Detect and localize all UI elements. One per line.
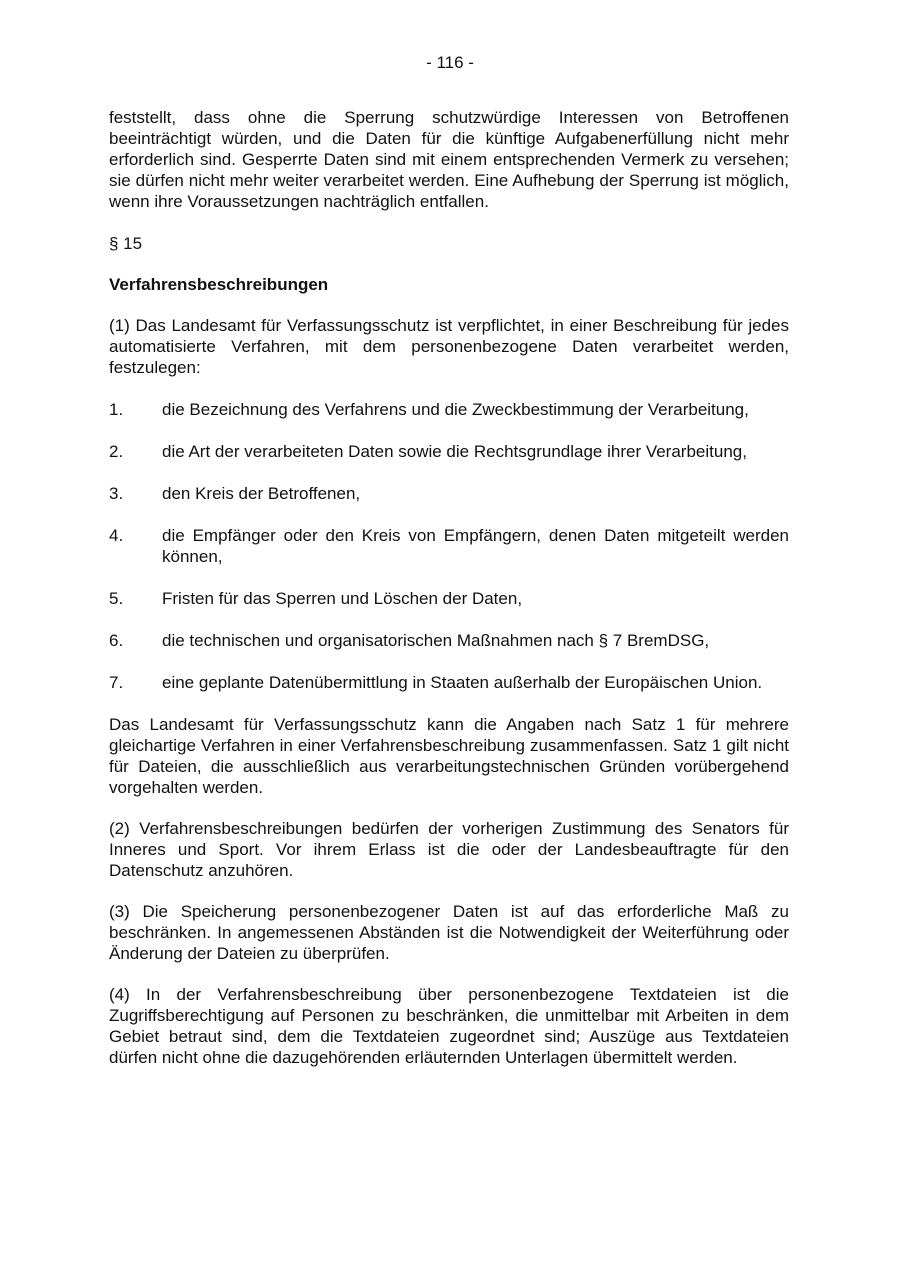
paragraph-1-continuation: Das Landesamt für Verfassungsschutz kann die Angaben nach Satz 1 für mehrere gleichartige Verfahren in einer Verfahrensbeschreibung zusammenfassen. Satz 1 gilt nicht für Dateien, die ausschließlich aus verarbeitungstechnischen Gründen vorübergehend vorgehalten werden. (109, 715, 789, 797)
list-item (109, 630, 789, 651)
list-item-text: die technischen und organisatorischen Maßnahmen nach § 7 BremDSG, (162, 631, 710, 650)
list-item-text: den Kreis der Betroffenen, (162, 484, 361, 503)
list-item-number: 5. (109, 589, 124, 608)
list-item-text: die Empfänger oder den Kreis von Empfängern, denen Daten mitgeteilt werden können, (162, 526, 789, 566)
list-item (109, 399, 789, 420)
list-item-text: die Art der verarbeiteten Daten sowie die Rechtsgrundlage ihrer Verarbeitung, (162, 442, 747, 461)
list-item-number: 3. (109, 484, 124, 503)
list-item (109, 672, 789, 693)
list-item (109, 588, 789, 609)
list-item (109, 483, 789, 504)
paragraph-3: (3) Die Speicherung personenbezogener Daten ist auf das erforderliche Maß zu beschränken. In angemessenen Abständen ist die Notwendigkeit der Weiterführung oder Änderung der Dateien zu überprüfen. (109, 902, 789, 963)
paragraph-1: (1) Das Landesamt für Verfassungsschutz ist verpflichtet, in einer Beschreibung für jedes automatisierte Verfahren, mit dem personenbezogene Daten verarbeitet werden, festzulegen: (109, 316, 789, 377)
section-title: Verfahrensbeschreibungen (109, 275, 329, 294)
list-item-text: die Bezeichnung des Verfahrens und die Zweckbestimmung der Verarbeitung, (162, 400, 749, 419)
list-item-text: eine geplante Datenübermittlung in Staaten außerhalb der Europäischen Union. (162, 673, 763, 692)
list-item (109, 441, 789, 462)
list-item-text: Fristen für das Sperren und Löschen der Daten, (162, 589, 523, 608)
paragraph-4: (4) In der Verfahrensbeschreibung über personenbezogene Textdateien ist die Zugriffsberechtigung auf Personen zu beschränken, die unmittelbar mit Arbeiten in dem Gebiet betraut sind, dem die Textdateien zugeordnet sind; Auszüge aus Textdateien dürfen nicht ohne die dazugehörenden erläuternden Unterlagen übermittelt werden. (109, 985, 789, 1067)
list-item-number: 4. (109, 526, 124, 545)
document-body (109, 107, 789, 1068)
intro-paragraph: feststellt, dass ohne die Sperrung schutzwürdige Interessen von Betroffenen beeinträchtigt würden, und die Daten für die künftige Aufgabenerfüllung nicht mehr erforderlich sind. Gesperrte Daten sind mit einem entsprechenden Vermerk zu versehen; sie dürfen nicht mehr weiter verarbeitet werden. Eine Aufhebung der Sperrung ist möglich, wenn ihre Voraussetzungen nachträglich entfallen. (109, 108, 789, 211)
list-item-number: 6. (109, 631, 124, 650)
list-item-number: 2. (109, 442, 124, 461)
paragraph-2: (2) Verfahrensbeschreibungen bedürfen der vorherigen Zustimmung des Senators für Inneres und Sport. Vor ihrem Erlass ist die oder der Landesbeauftragte für den Datenschutz anzuhören. (109, 819, 789, 880)
list-item-number: 1. (109, 400, 124, 419)
list-item (109, 525, 789, 567)
page-number: - 116 - (426, 53, 474, 72)
list-item-number: 7. (109, 673, 124, 692)
enumerated-list (109, 399, 789, 693)
section-number: § 15 (109, 234, 143, 253)
